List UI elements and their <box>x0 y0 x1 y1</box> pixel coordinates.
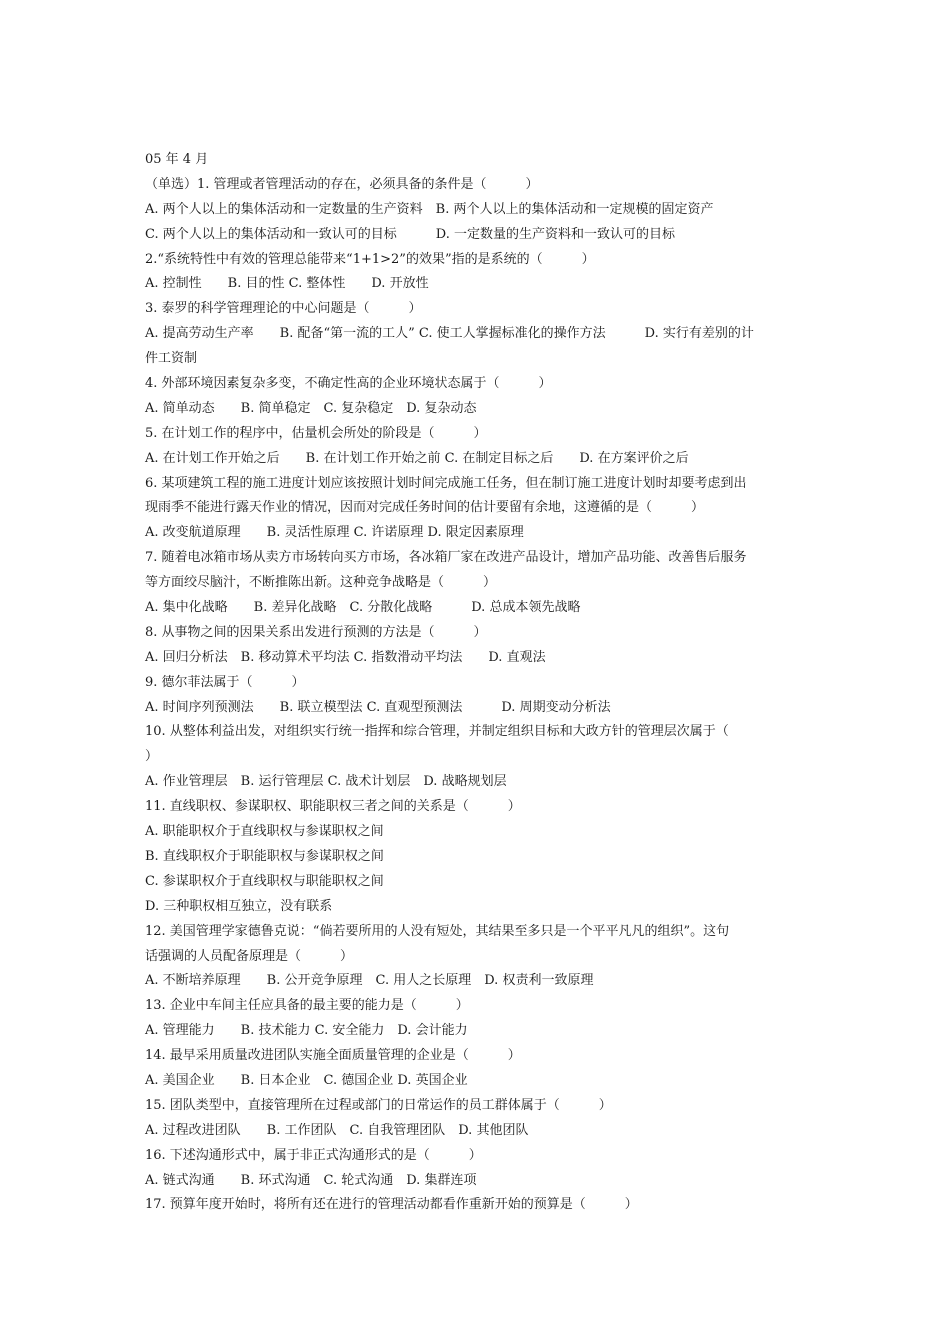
question-12: 12. 美国管理学家德鲁克说：“倘若要所用的人没有短处，其结果至多只是一个平平凡凡的组织”。这句 <box>145 923 730 939</box>
question-5: 5. 在计划工作的程序中，估量机会所处的阶段是（ ） <box>145 425 487 441</box>
question-11: 11. 直线职权、参谋职权、职能职权三者之间的关系是（ ） <box>145 799 521 815</box>
question-3: 3. 泰罗的科学管理理论的中心问题是（ ） <box>145 301 422 317</box>
question-8: 8. 从事物之间的因果关系出发进行预测的方法是（ ） <box>145 624 487 640</box>
question-2-options: A. 控制性 B. 目的性 C. 整体性 D. 开放性 <box>145 276 429 292</box>
question-14-options: A. 美国企业 B. 日本企业 C. 德国企业 D. 英国企业 <box>145 1072 468 1088</box>
question-12-cont: 话强调的人员配备原理是（ ） <box>145 948 354 964</box>
question-11-option-d: D. 三种职权相互独立，没有联系 <box>145 898 333 914</box>
header-date: 05 年 4 月 <box>145 152 209 167</box>
question-6: 6. 某项建筑工程的施工进度计划应该按照计划时间完成施工任务，但在制订施工进度计划时却要考虑到出 <box>145 475 747 491</box>
question-13: 13. 企业中车间主任应具备的最主要的能力是（ ） <box>145 998 469 1014</box>
question-2: 2.“系统特性中有效的管理总能带来“1+1>2”的效果”指的是系统的（ ） <box>145 251 595 267</box>
question-7: 7. 随着电冰箱市场从卖方市场转向买方市场，各冰箱厂家在改进产品设计，增加产品功能、改善售后服务 <box>145 550 747 566</box>
question-9: 9. 德尔菲法属于（ ） <box>145 674 305 690</box>
question-14: 14. 最早采用质量改进团队实施全面质量管理的企业是（ ） <box>145 1048 521 1064</box>
question-16: 16. 下述沟通形式中，属于非正式沟通形式的是（ ） <box>145 1147 482 1163</box>
question-1-options-cd: C. 两个人以上的集体活动和一致认可的目标 D. 一定数量的生产资料和一致认可的目标 <box>145 226 675 242</box>
question-17: 17. 预算年度开始时，将所有还在进行的管理活动都看作重新开始的预算是（ ） <box>145 1197 638 1213</box>
question-11-option-b: B. 直线职权介于职能职权与参谋职权之间 <box>145 848 384 864</box>
question-11-option-a: A. 职能职权介于直线职权与参谋职权之间 <box>145 824 384 840</box>
question-1-options-ab: A. 两个人以上的集体活动和一定数量的生产资料 B. 两个人以上的集体活动和一定规模的固定资产 <box>145 201 714 217</box>
question-16-options: A. 链式沟通 B. 环式沟通 C. 轮式沟通 D. 集群连项 <box>145 1172 477 1188</box>
question-7-options: A. 集中化战略 B. 差异化战略 C. 分散化战略 D. 总成本领先战略 <box>145 600 581 616</box>
question-5-options: A. 在计划工作开始之后 B. 在计划工作开始之前 C. 在制定目标之后 D. 在方案评价之后 <box>145 450 689 466</box>
question-12-options: A. 不断培养原理 B. 公开竞争原理 C. 用人之长原理 D. 权责利一致原理 <box>145 973 594 989</box>
question-1: （单选）1. 管理或者管理活动的存在，必须具备的条件是（ ） <box>145 176 539 192</box>
exam-text-block <box>145 148 815 1218</box>
question-9-options: A. 时间序列预测法 B. 联立模型法 C. 直观型预测法 D. 周期变动分析法 <box>145 699 611 715</box>
question-3-options: A. 提高劳动生产率 B. 配备“第一流的工人” C. 使工人掌握标准化的操作方法 D. 实行有差别的计 <box>145 326 754 342</box>
question-15: 15. 团队类型中，直接管理所在过程或部门的日常运作的员工群体属于（ ） <box>145 1097 612 1113</box>
question-8-options: A. 回归分析法 B. 移动算术平均法 C. 指数滑动平均法 D. 直观法 <box>145 649 546 665</box>
question-6-options: A. 改变航道原理 B. 灵活性原理 C. 许诺原理 D. 限定因素原理 <box>145 525 524 541</box>
question-4: 4. 外部环境因素复杂多变，不确定性高的企业环境状态属于（ ） <box>145 376 552 392</box>
question-11-option-c: C. 参谋职权介于直线职权与职能职权之间 <box>145 873 384 889</box>
question-7-cont: 等方面绞尽脑汁，不断推陈出新。这种竞争战略是（ ） <box>145 575 497 591</box>
question-4-options: A. 简单动态 B. 简单稳定 C. 复杂稳定 D. 复杂动态 <box>145 400 477 416</box>
question-15-options: A. 过程改进团队 B. 工作团队 C. 自我管理团队 D. 其他团队 <box>145 1122 529 1138</box>
question-10: 10. 从整体利益出发，对组织实行统一指挥和综合管理，并制定组织目标和大政方针的管理层次属于（ <box>145 724 729 740</box>
question-13-options: A. 管理能力 B. 技术能力 C. 安全能力 D. 会计能力 <box>145 1023 468 1039</box>
question-10-cont: ） <box>145 749 159 765</box>
question-6-cont: 现雨季不能进行露天作业的情况，因而对完成任务时间的估计要留有余地，这遵循的是（ ） <box>145 500 705 516</box>
question-10-options: A. 作业管理层 B. 运行管理层 C. 战术计划层 D. 战略规划层 <box>145 774 507 790</box>
question-3-options-cont: 件工资制 <box>145 351 198 367</box>
